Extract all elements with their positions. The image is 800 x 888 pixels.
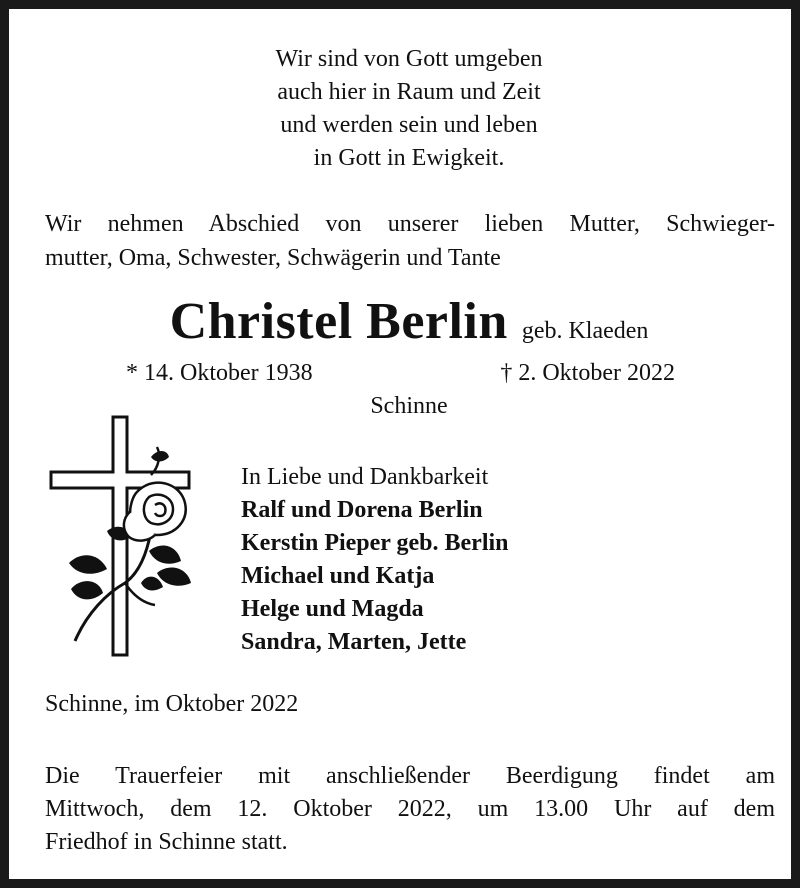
funeral-notice bbox=[45, 760, 775, 859]
deceased-name: Christel Berlin bbox=[169, 293, 508, 350]
intro-line: mutter, Oma, Schwester, Schwägerin und Tante bbox=[45, 245, 501, 271]
mourner-name: Helge und Magda bbox=[241, 596, 424, 622]
farewell-intro bbox=[45, 207, 775, 275]
mourner-name: Ralf und Dorena Berlin bbox=[241, 497, 483, 523]
cross-with-rose-icon bbox=[47, 413, 197, 663]
poem-line: auch hier in Raum und Zeit bbox=[277, 79, 541, 105]
mourner-name: Sandra, Marten, Jette bbox=[241, 629, 467, 655]
mourners-intro: In Liebe und Dankbarkeit bbox=[241, 464, 489, 490]
birth-date: * 14. Oktober 1938 bbox=[126, 360, 313, 386]
funeral-line: Friedhof in Schinne statt. bbox=[45, 829, 288, 855]
death-date: † 2. Oktober 2022 bbox=[500, 360, 675, 386]
maiden-name: geb. Klaeden bbox=[521, 318, 649, 344]
mourner-name: Michael und Katja bbox=[241, 563, 435, 589]
poem-line: in Gott in Ewigkeit. bbox=[313, 145, 505, 171]
funeral-line: Die Trauerfeier mit anschließender Beerdigung findet am bbox=[45, 763, 775, 789]
deceased-name-line bbox=[9, 292, 800, 351]
place-date: Schinne, im Oktober 2022 bbox=[45, 691, 299, 717]
funeral-line: Mittwoch, dem 12. Oktober 2022, um 13.00 Uhr auf dem bbox=[45, 796, 775, 822]
poem-line: Wir sind von Gott umgeben bbox=[275, 46, 543, 72]
mourner-name: Kerstin Pieper geb. Berlin bbox=[241, 530, 509, 556]
poem-line: und werden sein und leben bbox=[280, 112, 538, 138]
residence: Schinne bbox=[370, 393, 448, 419]
poem bbox=[9, 43, 800, 175]
mourners-list bbox=[241, 461, 509, 659]
intro-line: Wir nehmen Abschied von unserer lieben Mutter, Schwieger- bbox=[45, 211, 775, 237]
